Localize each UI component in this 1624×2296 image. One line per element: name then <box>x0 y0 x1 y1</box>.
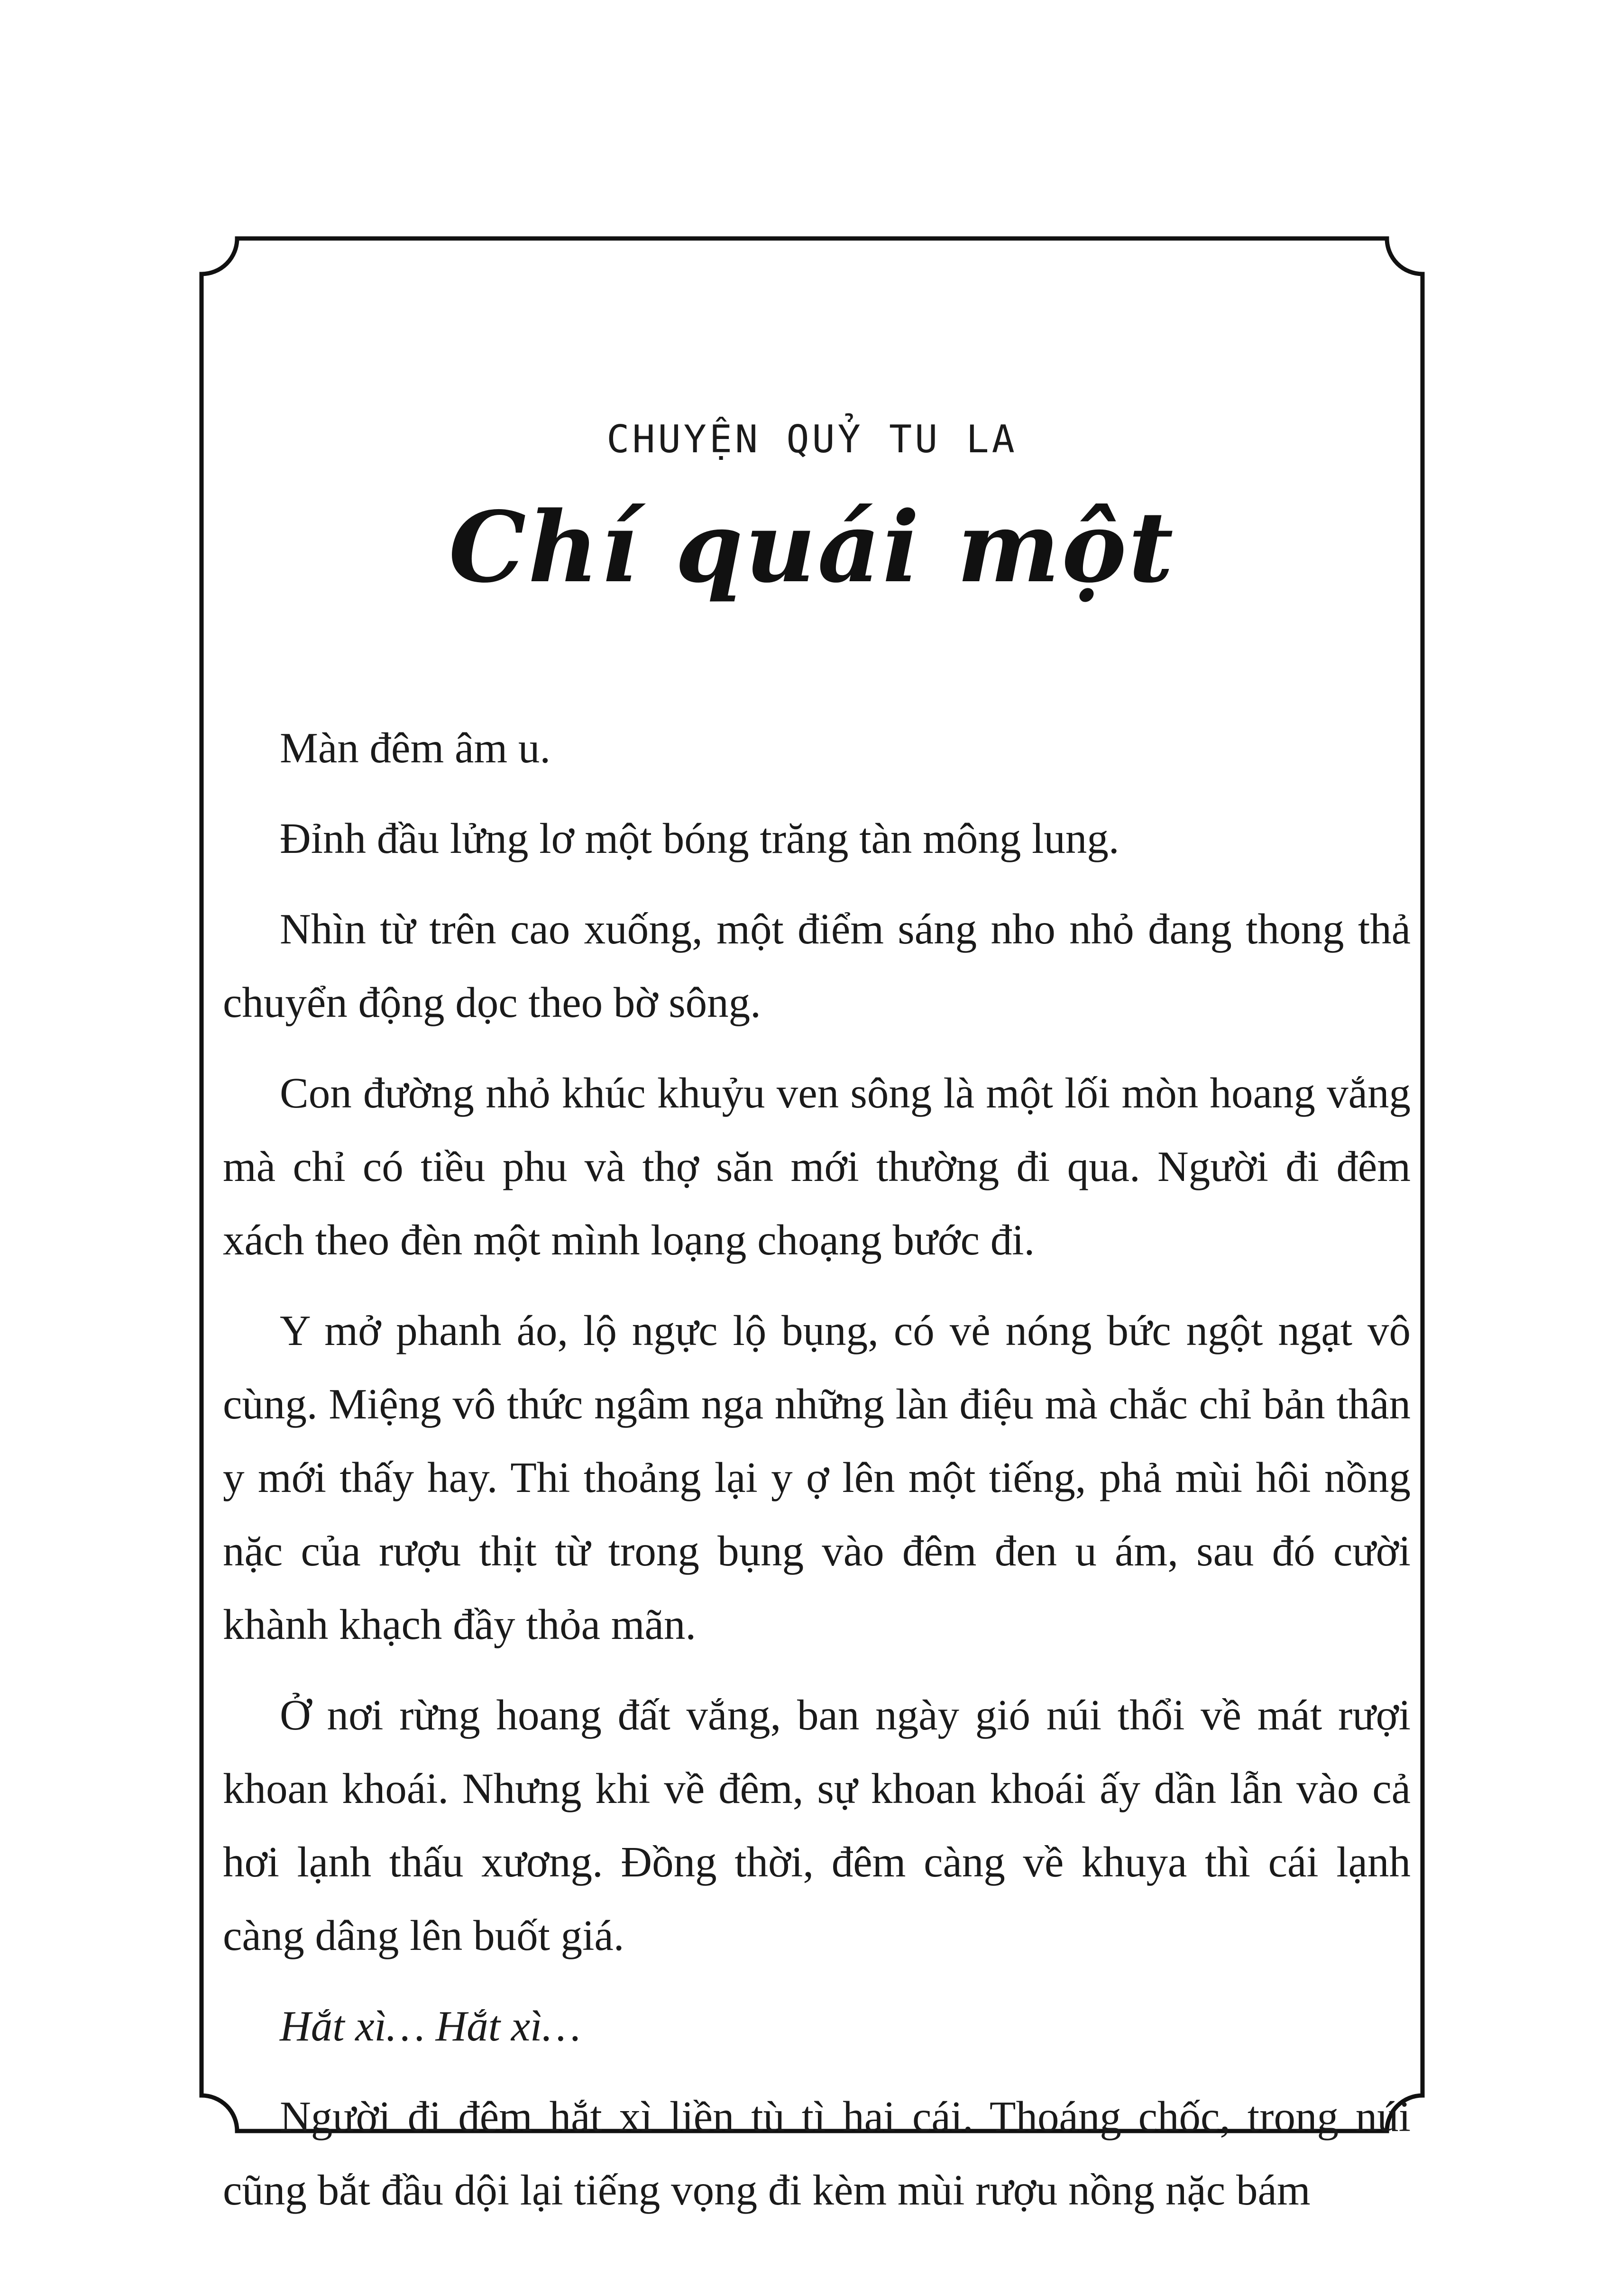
body-text <box>223 711 1411 2227</box>
chapter-title: Chí quái một <box>449 491 1175 604</box>
paragraph: Đỉnh đầu lửng lơ một bóng trăng tàn mông lung. <box>280 814 1119 862</box>
paragraph-sound-effect: Hắt xì… Hắt xì… <box>280 2002 581 2050</box>
paragraph: Con đường nhỏ khúc khuỷu ven sông là một lối mòn hoang vắng mà chỉ có tiều phu và thợ săn mới thường đi qua. Người đi đêm xách theo đèn một mình loạng choạng bước đi. <box>223 1069 1411 1264</box>
paragraph: Nhìn từ trên cao xuống, một điểm sáng nho nhỏ đang thong thả chuyển động dọc theo bờ sông. <box>223 905 1411 1026</box>
chapter-overline: CHUYỆN QUỶ TU LA <box>606 417 1018 461</box>
paragraph: Người đi đêm hắt xì liền tù tì hai cái. Thoáng chốc, trong núi cũng bắt đầu dội lại tiếng vọng đi kèm mùi rượu nồng nặc bám <box>223 2093 1411 2214</box>
paragraph: Màn đêm âm u. <box>280 724 551 772</box>
paragraph: Ở nơi rừng hoang đất vắng, ban ngày gió núi thổi về mát rượi khoan khoái. Nhưng khi về đêm, sự khoan khoái ấy dần lẫn vào cả hơi lạnh thấu xương. Đồng thời, đêm càng về khuya thì cái lạnh càng dâng lên buốt giá. <box>223 1691 1411 1959</box>
paragraph: Y mở phanh áo, lộ ngực lộ bụng, có vẻ nóng bức ngột ngạt vô cùng. Miệng vô thức ngâm nga những làn điệu mà chắc chỉ bản thân y mới thấy hay. Thi thoảng lại y ợ lên một tiếng, phả mùi hôi nồng nặc của rượu thịt từ trong bụng vào đêm đen u ám, sau đó cười khành khạch đầy thỏa mãn. <box>223 1307 1411 1648</box>
